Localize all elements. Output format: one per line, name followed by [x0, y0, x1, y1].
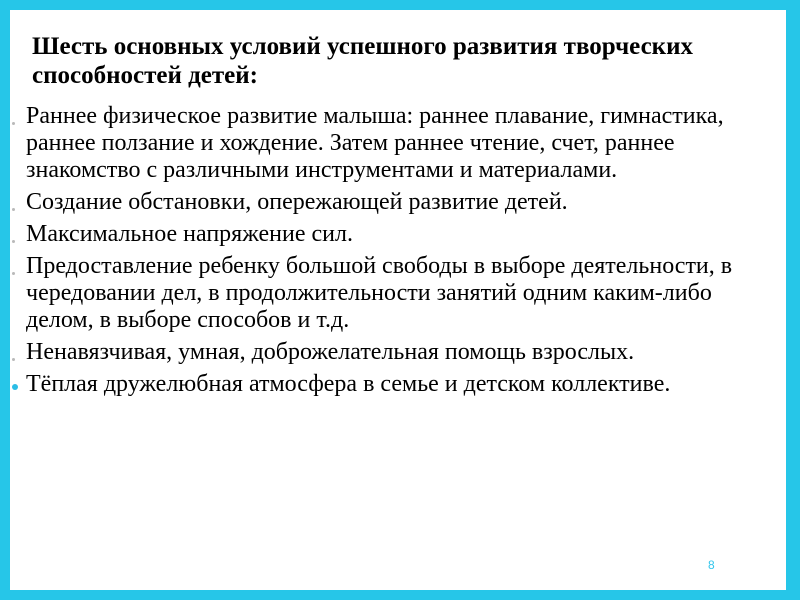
page-number: 8 [708, 558, 715, 572]
bullet-icon [12, 272, 15, 275]
bullet-icon [12, 240, 15, 243]
slide-title: Шесть основных условий успешного развития творческих способностей детей: [32, 33, 693, 89]
list-item-text: Предоставление ребенку большой свободы в выборе деятельности, в чередовании дел, в продолжительности занятий одним каким-либо делом, в выборе способов и т.д. [26, 253, 733, 333]
list-item-environment [10, 189, 780, 216]
condition-list [10, 103, 780, 403]
slide [10, 10, 786, 590]
bullet-icon [12, 384, 18, 390]
bullet-icon [12, 122, 15, 125]
list-item-atmosphere [10, 371, 780, 398]
list-item-freedom [10, 253, 780, 334]
bullet-icon [12, 358, 15, 361]
list-item-effort [10, 221, 780, 248]
list-item-adult-help [10, 339, 780, 366]
list-item-text: Тёплая дружелюбная атмосфера в семье и детском коллективе. [26, 371, 671, 397]
list-item-text: Раннее физическое развитие малыша: раннее плавание, гимнастика, раннее ползание и хождение. Затем раннее чтение, счет, раннее знакомство с различными инструментами и материалами. [26, 103, 724, 183]
bullet-icon [12, 208, 15, 211]
list-item-text: Ненавязчивая, умная, доброжелательная помощь взрослых. [26, 339, 635, 365]
list-item-text: Максимальное напряжение сил. [26, 221, 353, 247]
list-item-text: Создание обстановки, опережающей развитие детей. [26, 189, 568, 215]
list-item-early-development [10, 103, 780, 184]
